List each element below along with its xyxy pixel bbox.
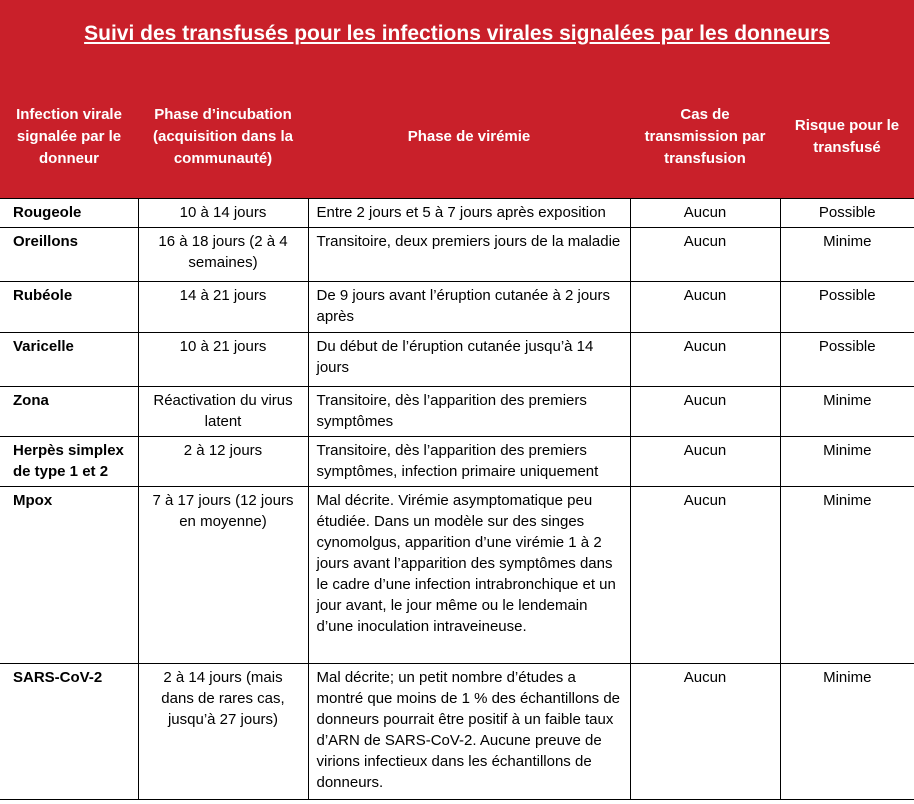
cell-infection: Herpès simplex de type 1 et 2 bbox=[0, 437, 138, 487]
cell-transmission: Aucun bbox=[630, 664, 780, 800]
cell-incubation: 16 à 18 jours (2 à 4 semaines) bbox=[138, 228, 308, 282]
table-row bbox=[0, 282, 914, 333]
header-risque: Risque pour le transfusé bbox=[794, 117, 900, 156]
cell-infection: Zona bbox=[0, 387, 138, 437]
cell-risque: Possible bbox=[780, 282, 914, 333]
cell-viremie: De 9 jours avant l’éruption cutanée à 2 jours après bbox=[308, 282, 630, 333]
cell-incubation: 10 à 14 jours bbox=[138, 199, 308, 228]
cell-risque: Minime bbox=[780, 487, 914, 664]
cell-transmission: Aucun bbox=[630, 282, 780, 333]
cell-transmission: Aucun bbox=[630, 333, 780, 387]
header-viremie: Phase de virémie bbox=[407, 128, 531, 145]
table-row bbox=[0, 664, 914, 800]
cell-incubation: 7 à 17 jours (12 jours en moyenne) bbox=[138, 487, 308, 664]
cell-transmission: Aucun bbox=[630, 199, 780, 228]
cell-infection: Rubéole bbox=[0, 282, 138, 333]
table-row bbox=[0, 487, 914, 664]
cell-risque: Minime bbox=[780, 228, 914, 282]
cell-infection: Varicelle bbox=[0, 333, 138, 387]
cell-infection: SARS-CoV-2 bbox=[0, 664, 138, 800]
header-incubation: Phase d’incubation (acquisition dans la communauté) bbox=[152, 106, 294, 167]
cell-risque: Minime bbox=[780, 387, 914, 437]
table-row bbox=[0, 437, 914, 487]
cell-viremie: Mal décrite. Virémie asymptomatique peu étudiée. Dans un modèle sur des singes cynomolgus, apparition d’une virémie 1 à 2 jours avant l’apparition des symptômes dans le cadre d’une infection intrabronchique et un jour avant, le jour même ou le lendemain d’une inoculation intraveineuse. bbox=[308, 487, 630, 664]
cell-transmission: Aucun bbox=[630, 228, 780, 282]
cell-incubation: 10 à 21 jours bbox=[138, 333, 308, 387]
cell-risque: Minime bbox=[780, 437, 914, 487]
cell-infection: Rougeole bbox=[0, 199, 138, 228]
cell-risque: Possible bbox=[780, 199, 914, 228]
cell-viremie: Entre 2 jours et 5 à 7 jours après exposition bbox=[308, 199, 630, 228]
page-title: Suivi des transfusés pour les infections virales signalées par les donneurs bbox=[84, 22, 830, 45]
cell-risque: Possible bbox=[780, 333, 914, 387]
cell-transmission: Aucun bbox=[630, 437, 780, 487]
cell-transmission: Aucun bbox=[630, 387, 780, 437]
header-infection: Infection virale signalée par le donneur bbox=[16, 106, 122, 167]
table-row bbox=[0, 333, 914, 387]
viral-infection-table bbox=[0, 76, 914, 800]
header-transmission: Cas de transmission par transfusion bbox=[644, 106, 766, 167]
cell-transmission: Aucun bbox=[630, 487, 780, 664]
cell-viremie: Transitoire, dès l’apparition des premiers symptômes bbox=[308, 387, 630, 437]
table-row bbox=[0, 199, 914, 228]
cell-risque: Minime bbox=[780, 664, 914, 800]
cell-viremie: Mal décrite; un petit nombre d’études a montré que moins de 1 % des échantillons de donneurs pourrait être positif à un faible taux d’ARN de SARS-CoV-2. Aucune preuve de virions infectieux dans les échantillons de donneurs. bbox=[308, 664, 630, 800]
table-header-row bbox=[0, 76, 914, 199]
cell-viremie: Transitoire, deux premiers jours de la maladie bbox=[308, 228, 630, 282]
cell-infection: Mpox bbox=[0, 487, 138, 664]
cell-viremie: Transitoire, dès l’apparition des premiers symptômes, infection primaire uniquement bbox=[308, 437, 630, 487]
cell-incubation: 14 à 21 jours bbox=[138, 282, 308, 333]
cell-incubation: Réactivation du virus latent bbox=[138, 387, 308, 437]
cell-viremie: Du début de l’éruption cutanée jusqu’à 14 jours bbox=[308, 333, 630, 387]
cell-infection: Oreillons bbox=[0, 228, 138, 282]
table-row bbox=[0, 228, 914, 282]
cell-incubation: 2 à 12 jours bbox=[138, 437, 308, 487]
cell-incubation: 2 à 14 jours (mais dans de rares cas, jusqu’à 27 jours) bbox=[138, 664, 308, 800]
table-row bbox=[0, 387, 914, 437]
